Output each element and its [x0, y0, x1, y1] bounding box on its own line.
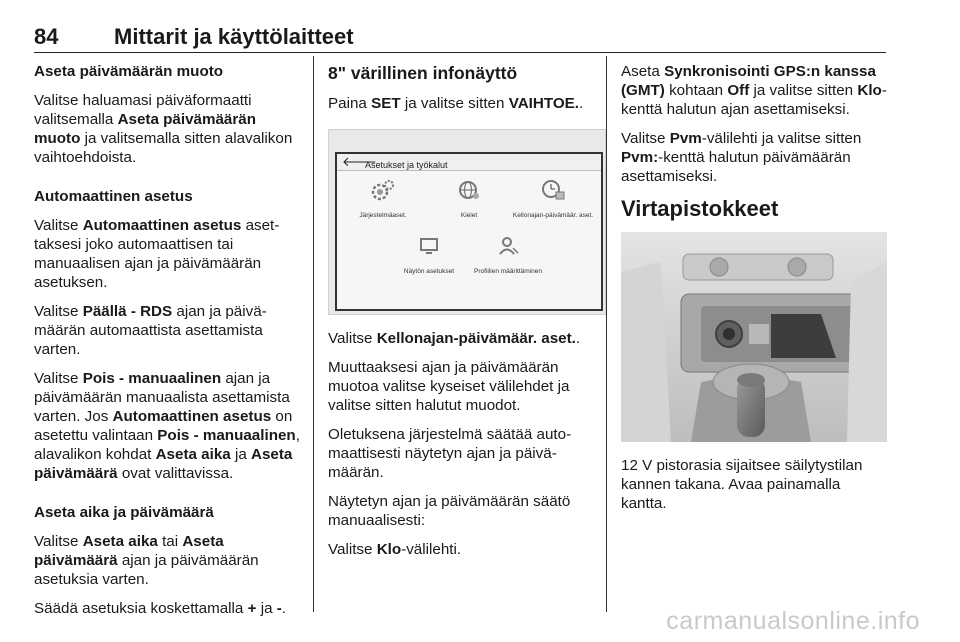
column-1	[34, 62, 302, 628]
profile-icon	[494, 234, 522, 258]
paragraph: Valitse Kellonajan-päivämäär. aset..	[328, 330, 581, 347]
column-divider-2	[606, 56, 607, 612]
power-outlet-photo	[621, 232, 887, 442]
screen-title-bar	[337, 154, 601, 171]
paragraph: Oletuksena järjestelmä säätää automaattisesti näytetyn ajan ja päivämäärän.	[328, 426, 572, 481]
monitor-icon	[415, 234, 443, 258]
paragraph: Paina SET ja valitse sitten VAIHTOE..	[328, 95, 584, 112]
settings-screen-illustration	[328, 129, 606, 315]
subheading-set-time-date: Aseta aika ja päivämäärä	[34, 504, 214, 521]
column-3	[621, 62, 887, 523]
column-divider-1	[313, 56, 314, 612]
paragraph: Säädä asetuksia koskettamalla + ja -.	[34, 600, 287, 617]
tile-profile-settings: Profiilien määrittäminen	[463, 234, 553, 281]
watermark: carmanualsonline.info	[666, 607, 920, 635]
console-photo-illustration	[621, 232, 887, 442]
gear-icon	[369, 178, 397, 202]
paragraph: Valitse Pois - manuaalinen ajan ja päivämäärän manuaalista asettamista varten. Jos Automaattinen asetus on asetettu valintaan Pois - manuaalinen, alavalikon kohdat Aseta aika ja Aseta päivämäärä ovat valittavissa.	[34, 370, 300, 482]
subheading-date-format: Aseta päivämäärän muoto	[34, 63, 224, 80]
tile-languages: Kielet	[429, 178, 509, 225]
paragraph: Muuttaaksesi ajan ja päivämäärän muotoa valitse kyseiset välilehdet ja valitse sitten halutut muodot.	[328, 359, 570, 414]
paragraph: Aseta Synkronisointi GPS:n kanssa (GMT) kohtaan Off ja valitse sitten Klo-kenttä halutun ajan asettamiseksi.	[621, 63, 887, 118]
subheading-automatic: Automaattinen asetus	[34, 188, 193, 205]
paragraph: Valitse Automaattinen asetus asettaksesi joko automaattisen tai manuaalisen ajan ja päivämäärän asetuksen.	[34, 217, 280, 291]
clock-calendar-icon	[539, 178, 567, 202]
tile-display-settings: Näytön asetukset	[389, 234, 469, 281]
paragraph: Valitse Pvm-välilehti ja valitse sitten Pvm:-kenttä halutun päivämäärän asettamiseksi.	[621, 130, 862, 185]
back-arrow-icon: 🡐	[342, 154, 377, 169]
screen-display	[335, 152, 603, 311]
chapter-title: Mittarit ja käyttölaitteet	[114, 24, 354, 49]
paragraph: Valitse Päällä - RDS ajan ja päivämäärän automaattista asettamista varten.	[34, 303, 267, 358]
column-2	[328, 62, 598, 569]
screen-title: Asetukset ja työkalut	[365, 160, 448, 170]
paragraph: Valitse haluamasi päiväformaatti valitsemalla Aseta päivämäärän muoto ja valitsemalla sitten alavalikon vaihtoehdoista.	[34, 92, 293, 166]
section-heading-infodisplay: 8" värillinen infonäyttö	[328, 63, 518, 83]
tile-system-settings: Järjestelmäaset.	[343, 178, 423, 225]
page-header	[34, 22, 886, 53]
paragraph: 12 V pistorasia sijaitsee säilytystilan kannen takana. Avaa painamalla kantta.	[621, 457, 863, 512]
globe-icon	[455, 178, 483, 202]
page-number: 84	[34, 24, 59, 49]
tile-clock-date: Kellonajan-päivämäär. aset.	[509, 178, 597, 225]
section-heading-power-outlets: Virtapistokkeet	[621, 196, 779, 221]
paragraph: Valitse Klo-välilehti.	[328, 541, 462, 558]
paragraph: Valitse Aseta aika tai Aseta päivämäärä ajan ja päivämäärän asetuksia varten.	[34, 533, 259, 588]
paragraph: Näytetyn ajan ja päivämäärän säätö manuaalisesti:	[328, 493, 571, 529]
